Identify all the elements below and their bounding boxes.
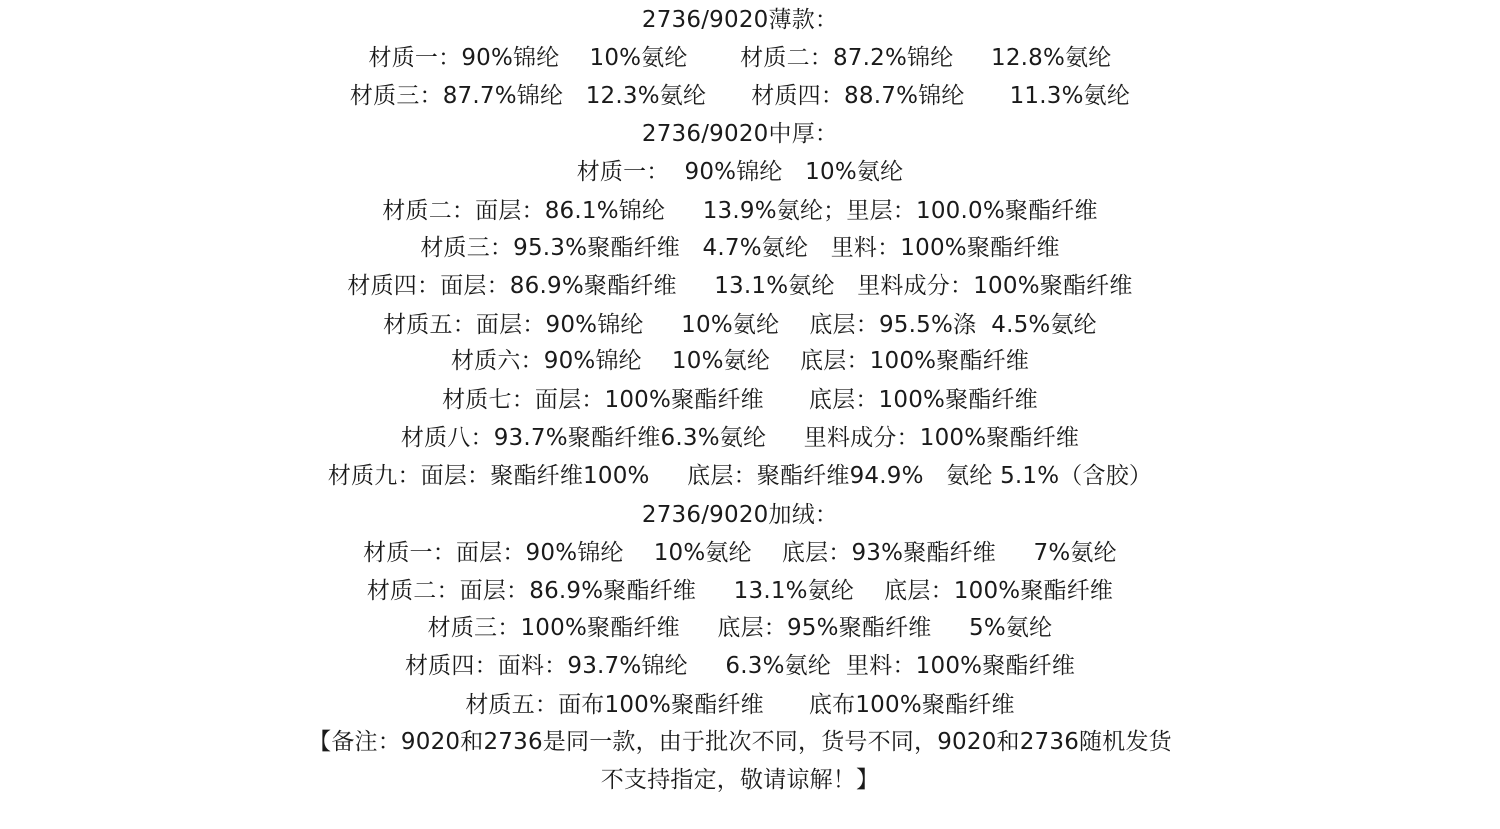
material-line: 材质三：100%聚酯纤维 底层：95%聚酯纤维 5%氨纶 — [427, 615, 1053, 641]
material-line: 材质七：面层：100%聚酯纤维 底层：100%聚酯纤维 — [442, 387, 1038, 413]
section-heading-thin: 2736/9020薄款： — [641, 7, 839, 33]
note-line: 不支持指定，敬请谅解！】 — [600, 767, 880, 793]
material-line: 材质九：面层：聚酯纤维100% 底层：聚酯纤维94.9% 氨纶 5.1%（含胶） — [327, 463, 1153, 489]
material-line: 材质一：面层：90%锦纶 10%氨纶 底层：93%聚酯纤维 7%氨纶 — [363, 540, 1117, 566]
material-line: 材质二：面层：86.9%聚酯纤维 13.1%氨纶 底层：100%聚酯纤维 — [366, 578, 1114, 604]
material-line: 材质一：90%锦纶 10%氨纶 材质二：87.2%锦纶 12.8%氨纶 — [368, 45, 1112, 71]
material-line: 材质五：面层：90%锦纶 10%氨纶 底层：95.5%涤 4.5%氨纶 — [383, 312, 1097, 338]
material-line: 材质二：面层：86.1%锦纶 13.9%氨纶；里层：100.0%聚酯纤维 — [382, 198, 1098, 224]
material-line: 材质三：87.7%锦纶 12.3%氨纶 材质四：88.7%锦纶 11.3%氨纶 — [349, 83, 1131, 109]
section-heading-medium-thick: 2736/9020中厚： — [641, 121, 839, 147]
material-line: 材质四：面层：86.9%聚酯纤维 13.1%氨纶 里料成分：100%聚酯纤维 — [347, 273, 1133, 299]
material-line: 材质五：面布100%聚酯纤维 底布100%聚酯纤维 — [465, 692, 1015, 718]
material-line: 材质四：面料：93.7%锦纶 6.3%氨纶 里料：100%聚酯纤维 — [404, 653, 1076, 679]
material-line: 材质八：93.7%聚酯纤维6.3%氨纶 里料成分：100%聚酯纤维 — [400, 425, 1080, 451]
note-line: 【备注：9020和2736是同一款，由于批次不同，货号不同，9020和2736随机发货 — [308, 729, 1172, 755]
material-line: 材质六：90%锦纶 10%氨纶 底层：100%聚酯纤维 — [450, 348, 1030, 374]
section-heading-fleece: 2736/9020加绒： — [641, 502, 839, 528]
material-line: 材质一： 90%锦纶 10%氨纶 — [576, 159, 904, 185]
material-line: 材质三：95.3%聚酯纤维 4.7%氨纶 里料：100%聚酯纤维 — [420, 235, 1060, 261]
